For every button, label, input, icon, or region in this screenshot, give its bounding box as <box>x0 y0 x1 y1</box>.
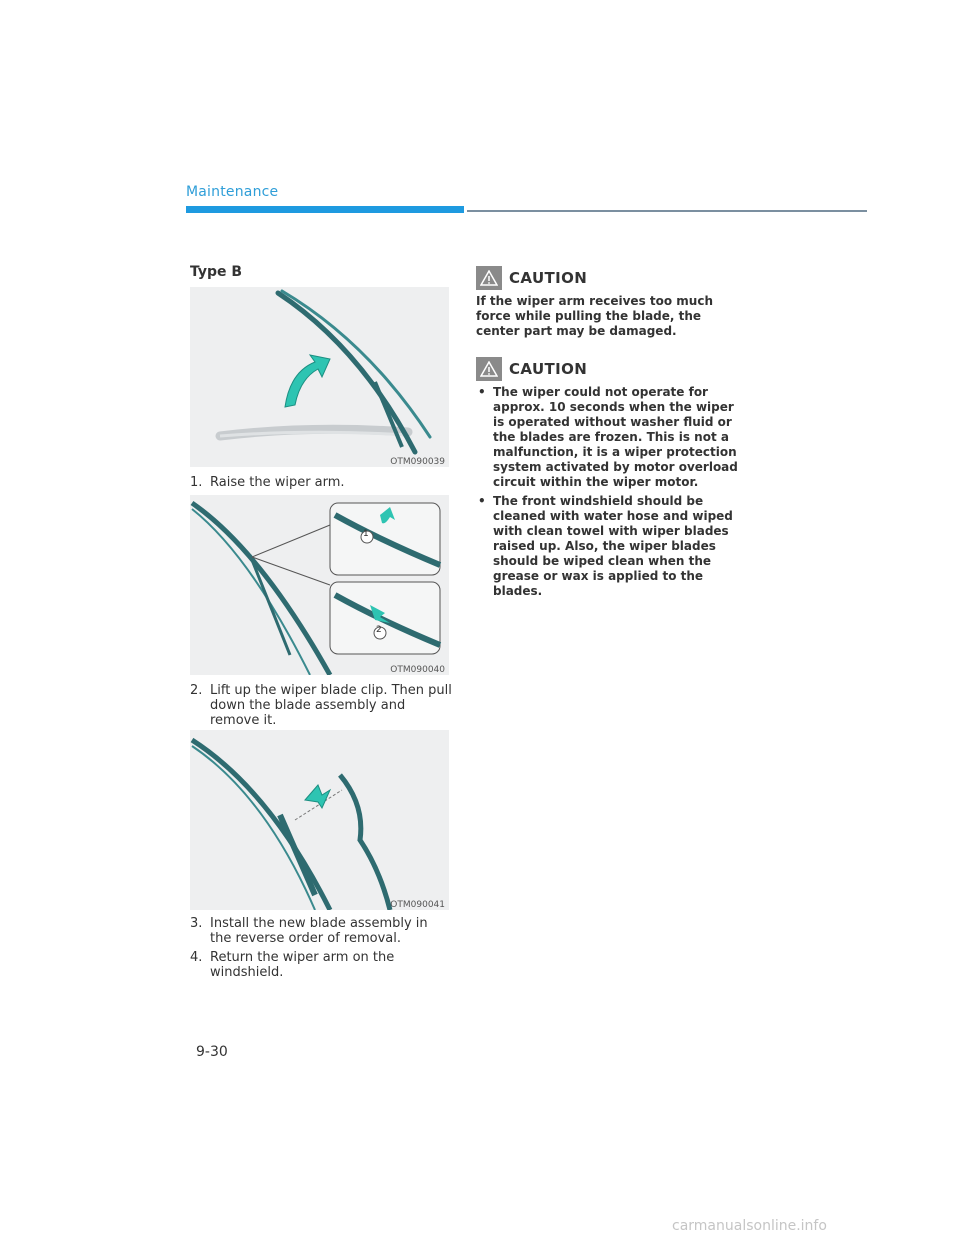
step-number: 2. <box>190 683 203 698</box>
step-4 <box>190 950 452 980</box>
bullet-text: The wiper could not operate for approx. 10 seconds when the wiper is operated without washer fluid or the blades are frozen. This is not a malfunction, it is a wiper protection system activated by motor overload circuit within the wiper motor. <box>493 385 738 489</box>
step-number: 4. <box>190 950 203 965</box>
step-text: Raise the wiper arm. <box>210 475 345 490</box>
figure-remove-blade-clip <box>190 495 449 675</box>
bullet-dot: • <box>478 494 486 508</box>
subtitle: Type B <box>190 264 243 280</box>
figure-raise-wiper-arm <box>190 287 449 467</box>
page-number: 9-30 <box>196 1044 228 1060</box>
caution-bullet-1 <box>476 385 738 490</box>
caution-heading-2 <box>476 357 587 381</box>
figure-install-blade <box>190 730 449 910</box>
install-blade-illustration <box>190 730 449 910</box>
header-accent-bar <box>186 206 464 213</box>
wiper-arm-illustration <box>190 287 449 467</box>
figure-code: OTM090041 <box>390 900 445 910</box>
blade-clip-illustration <box>190 495 449 675</box>
caution-heading-1 <box>476 266 587 290</box>
watermark: carmanualsonline.info <box>672 1218 827 1234</box>
warning-triangle-icon <box>476 357 502 381</box>
step-text: Lift up the wiper blade clip. Then pull down the blade assembly and remove it. <box>210 683 452 728</box>
step-number: 1. <box>190 475 203 490</box>
warning-triangle-icon <box>476 266 502 290</box>
header-divider <box>467 210 867 212</box>
bullet-text: The front windshield should be cleaned with water hose and wiped with clean towel with wiper blades raised up. Also, the wiper blades should be wiped clean when the grease or wax is applied to the blades. <box>493 494 733 598</box>
step-2 <box>190 683 452 728</box>
figure-code: OTM090039 <box>390 457 445 467</box>
caution-title: CAUTION <box>509 269 588 287</box>
section-header: Maintenance <box>186 184 279 200</box>
step-text: Install the new blade assembly in the reverse order of removal. <box>210 916 428 946</box>
bullet-dot: • <box>478 385 486 399</box>
caution-bullet-2 <box>476 494 738 599</box>
caution-title: CAUTION <box>509 360 588 378</box>
callout-2: 2 <box>376 625 382 635</box>
step-number: 3. <box>190 916 203 931</box>
caution-text-1: If the wiper arm receives too much force while pulling the blade, the center part may be damaged. <box>476 294 713 338</box>
figure-code: OTM090040 <box>390 665 445 675</box>
step-text: Return the wiper arm on the windshield. <box>210 950 395 980</box>
callout-1: 1 <box>363 529 369 539</box>
step-3 <box>190 916 452 946</box>
step-1 <box>190 475 452 490</box>
